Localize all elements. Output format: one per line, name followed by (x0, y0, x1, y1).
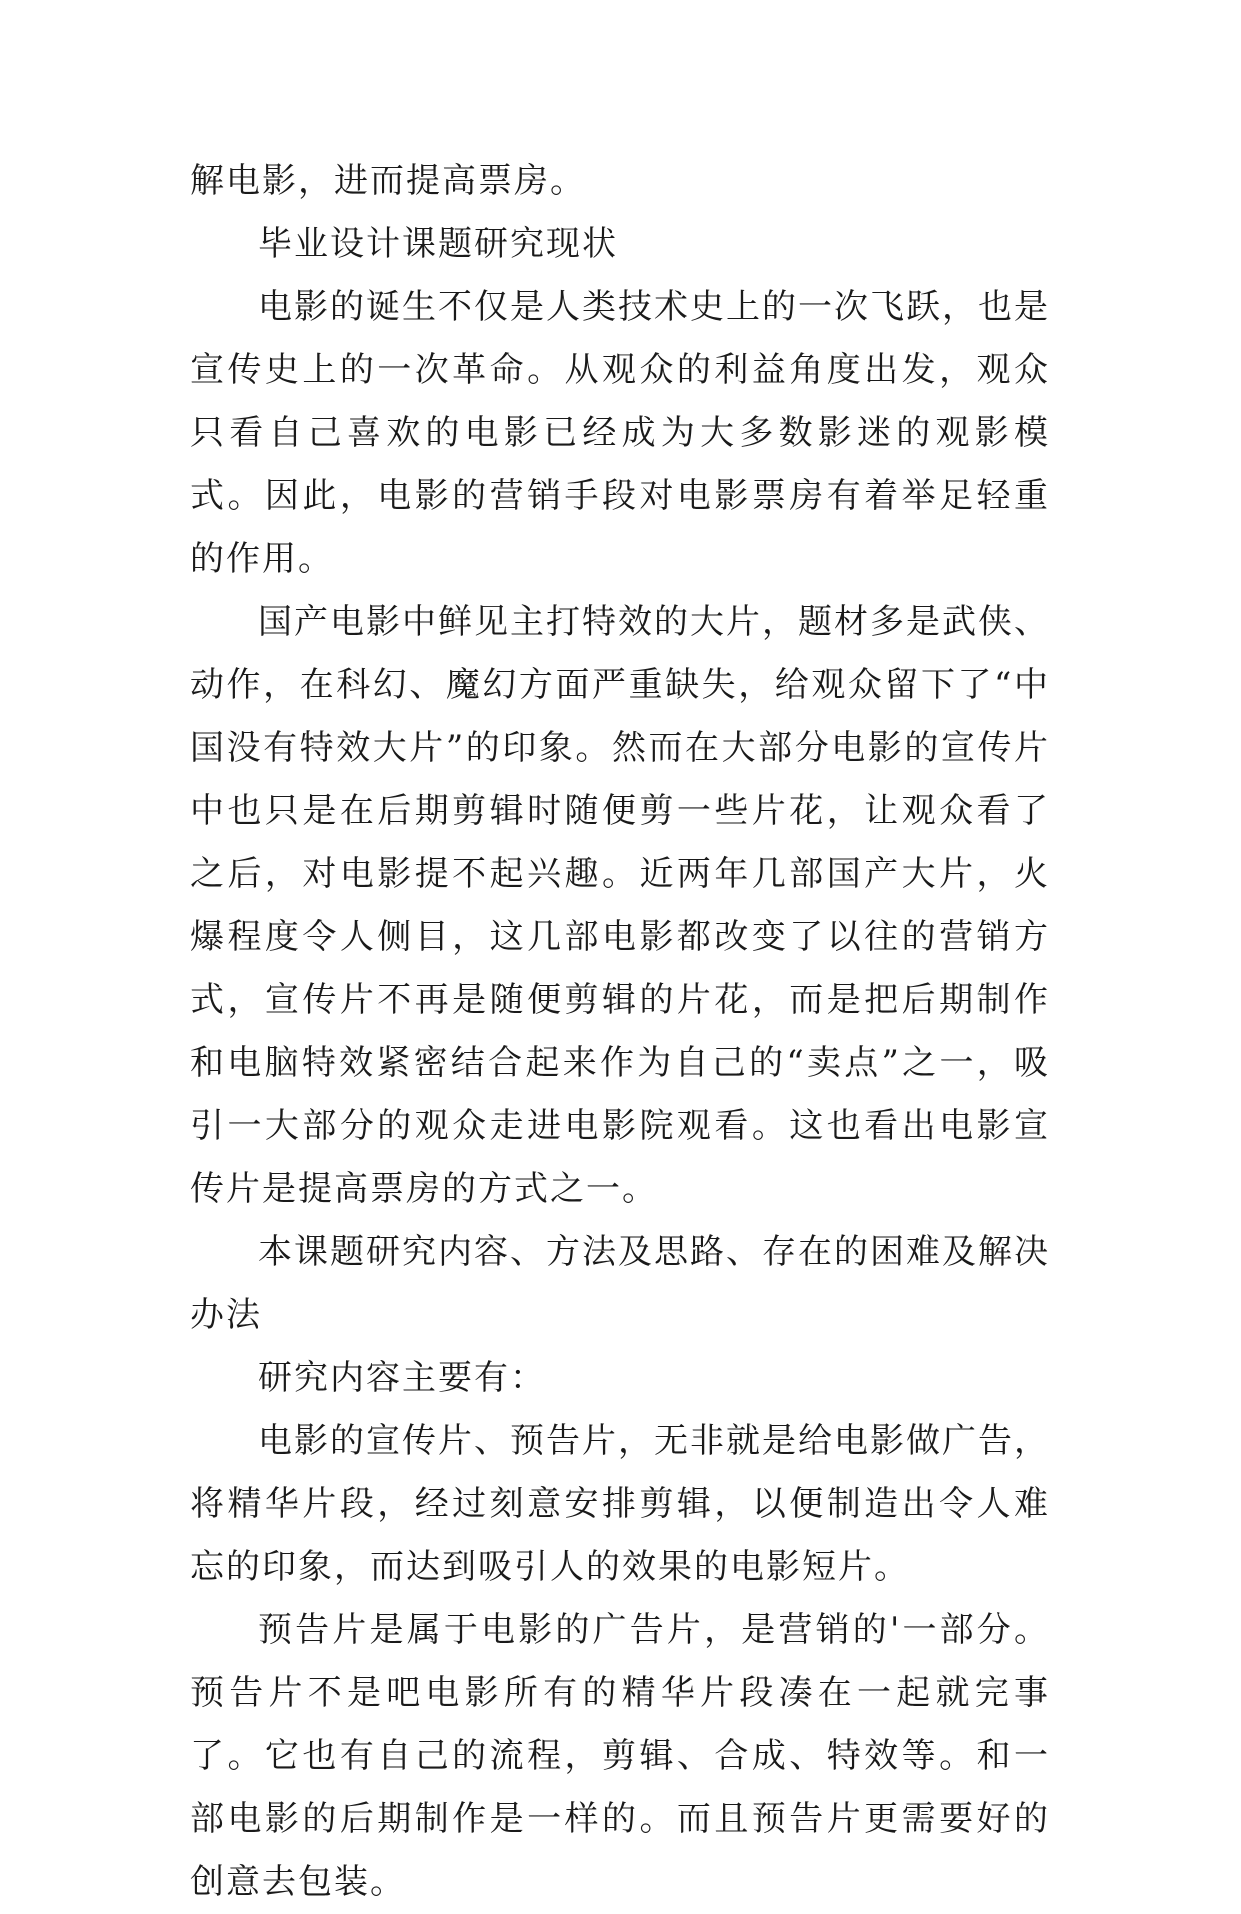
section-heading-research-status: 毕业设计课题研究现状 (258, 224, 618, 264)
paragraph-film-birth: 电影的诞生不仅是人类技术史上的一次飞跃，也是宣传史上的一次革命。从观众的利益角度出发，观众只看自己喜欢的电影已经成为大多数影迷的观影模式。因此，电影的营销手段对电影票房有着举足轻重的作用。 (190, 287, 1050, 579)
paragraph-domestic-films: 国产电影中鲜见主打特效的大片，题材多是武侠、动作，在科幻、魔幻方面严重缺失，给观众留下了“中国没有特效大片”的印象。然而在大部分电影的宣传片中也只是在后期剪辑时随便剪一些片花，让观众看了之后，对电影提不起兴趣。近两年几部国产大片，火爆程度令人侧目，这几部电影都改变了以往的营销方式，宣传片不再是随便剪辑的片花，而是把后期制作和电脑特效紧密结合起来作为自己的“卖点”之一，吸引一大部分的观众走进电影院观看。这也看出电影宣传片是提高票房的方式之一。 (190, 602, 1050, 1209)
document-page (190, 150, 1050, 1914)
paragraph-continuation: 解电影，进而提高票房。 (190, 161, 586, 201)
paragraph-trailers-process: 预告片是属于电影的广告片，是营销的'一部分。预告片不是吧电影所有的精华片段凑在一起就完事了。它也有自己的流程，剪辑、合成、特效等。和一部电影的后期制作是一样的。而且预告片更需要好的创意去包装。 (190, 1610, 1050, 1902)
paragraph-trailers-definition: 电影的宣传片、预告片，无非就是给电影做广告，将精华片段，经过刻意安排剪辑，以便制造出令人难忘的印象，而达到吸引人的效果的电影短片。 (190, 1421, 1050, 1587)
subheading-main-content: 研究内容主要有： (258, 1358, 546, 1398)
section-heading-research-content: 本课题研究内容、方法及思路、存在的困难及解决办法 (190, 1232, 1050, 1335)
